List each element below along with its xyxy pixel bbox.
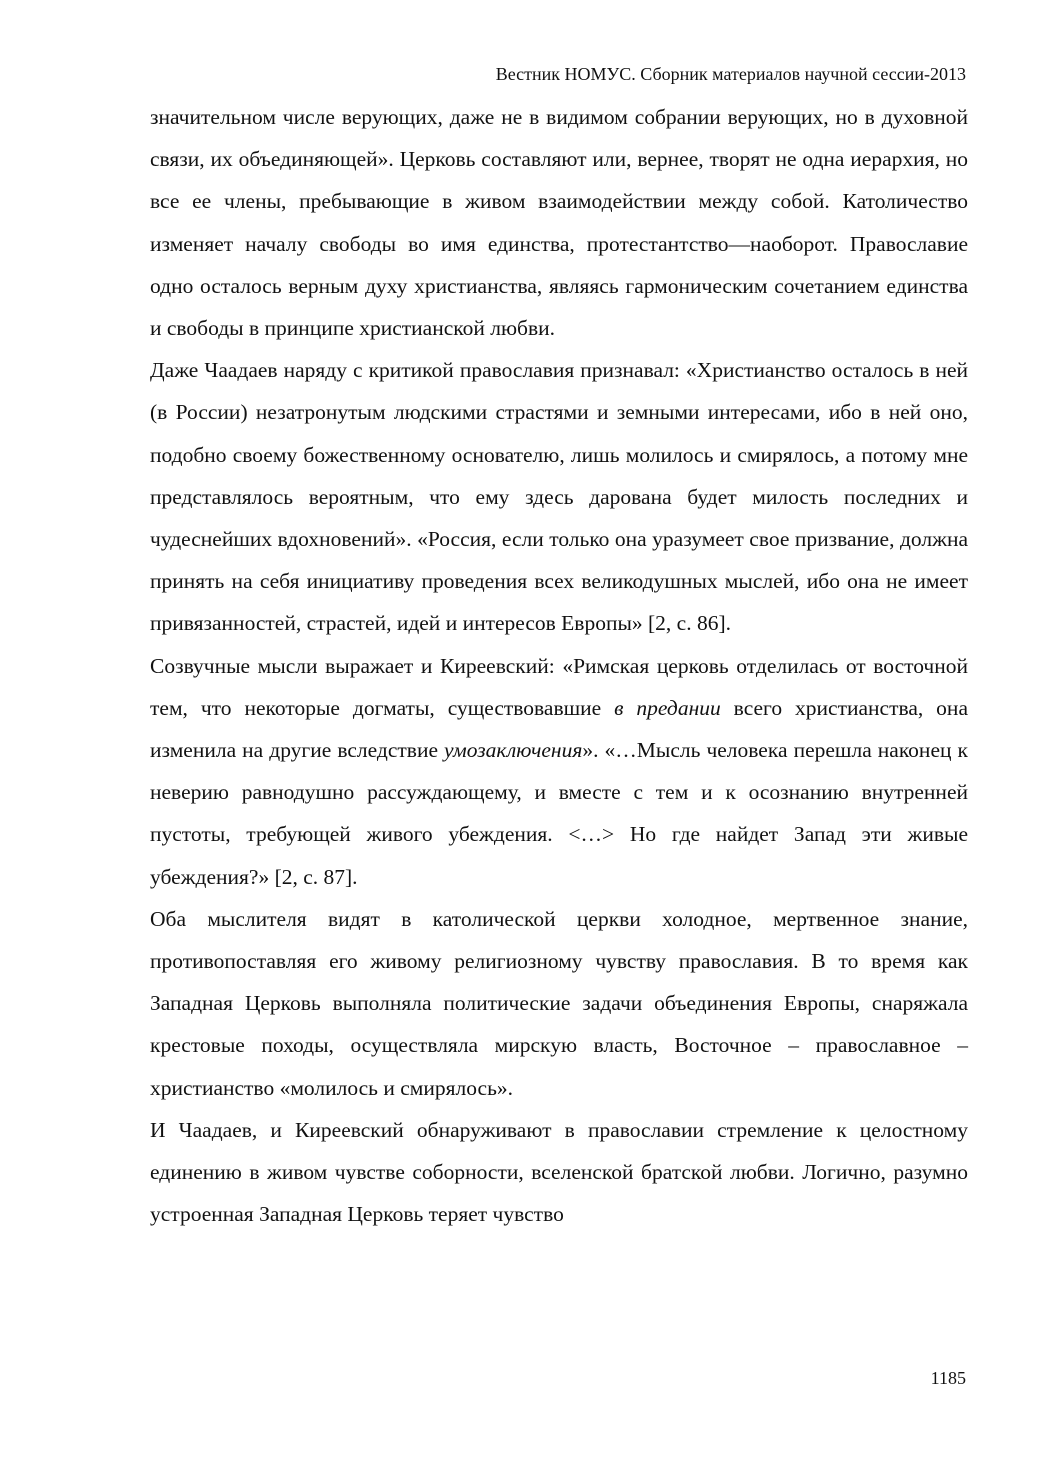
paragraph-3-part-2: всего христианства, она изменила на другие вследствие	[150, 695, 968, 763]
italic-phrase-v-predanii: в предании	[614, 695, 721, 720]
paragraph-3-part-3: ». «…Мысль человека перешла наконец к неверию равнодушно рассуждающему, и вместе с тем и к осознанию внутренней пустоты, требующей живого убеждения. <…> Но где найдет Запад эти живые убеждения?» [2, с. 87].	[150, 738, 968, 889]
italic-word-umozaklyucheniya: умозаключения	[444, 738, 583, 763]
main-text	[150, 96, 968, 1235]
paragraph-1: значительном числе верующих, даже не в видимом собрании верующих, но в духовной связи, их объединяющей». Церковь составляют или, вернее, творят не одна иерархия, но все ее члены, пребывающие в живом взаимодействии между собой. Католичество изменяет началу свободы во имя единства, протестантство—наоборот. Православие одно осталось верным духу христианства, являясь гармоническим сочетанием единства и свободы в принципе христианской любви.	[150, 105, 968, 341]
paragraph-3-part-1: Созвучные мысли выражает и Киреевский: «Римская церковь отделилась от восточной тем, что некоторые догматы, существовавшие	[150, 653, 968, 720]
paragraph-4: Оба мыслителя видят в католической церкви холодное, мертвенное знание, противопоставляя его живому религиозному чувству православия. В то время как Западная Церковь выполняла политические задачи объединения Европы, снаряжала крестовые походы, осуществляла мирскую власть, Восточное – православное – христианство «молилось и смирялось».	[150, 906, 968, 1100]
page-number: 1185	[930, 1368, 966, 1388]
paragraph-3	[150, 645, 968, 898]
running-header: Вестник НОМУС. Сборник материалов научной сессии-2013	[495, 64, 966, 84]
paragraph-5: И Чаадаев, и Киреевский обнаруживают в православии стремление к целостному единению в живом чувстве соборности, вселенской братской любви. Логично, разумно устроенная Западная Церковь теряет чувство	[150, 1117, 968, 1227]
paragraph-2: Даже Чаадаев наряду с критикой православия признавал: «Христианство осталось в ней (в России) незатронутым людскими страстями и земными интересами, ибо в ней оно, подобно своему божественному основателю, лишь молилось и смирялось, а потому мне представлялось вероятным, что ему здесь дарована будет милость последних и чудеснейших вдохновений». «Россия, если только она уразумеет свое призвание, должна принять на себя инициативу проведения всех великодушных мыслей, ибо она не имеет привязанностей, страстей, идей и интересов Европы» [2, с. 86].	[150, 358, 968, 636]
